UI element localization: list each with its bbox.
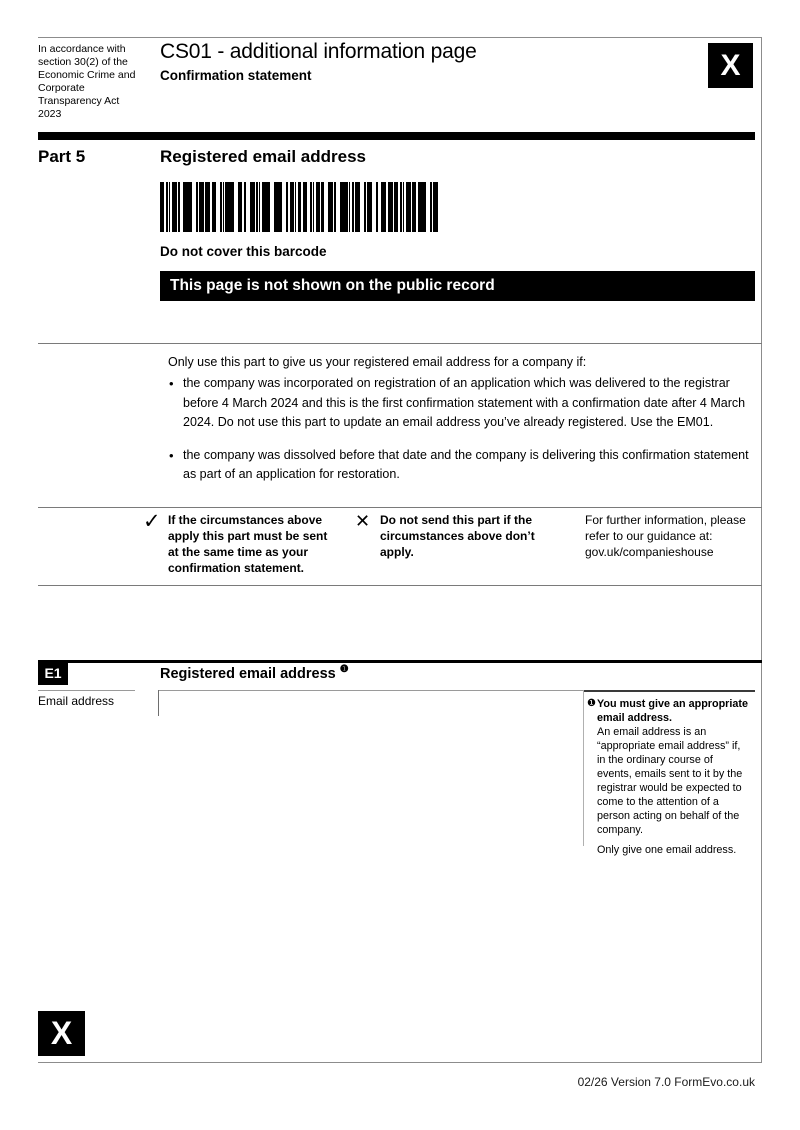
guidance-bullet-list [168, 374, 754, 498]
horizontal-rule [38, 585, 762, 586]
tick-instruction: If the circumstances above apply this part must be sent at the same time as your confirmation statement. [168, 513, 328, 575]
email-field-tick [158, 690, 159, 716]
note-bold-text: You must give an appropriate email address. [597, 698, 748, 724]
form-subtitle: Confirmation statement [160, 68, 312, 83]
note-body-text: An email address is an “appropriate email address” if, in the ordinary course of events, emails sent to it by the registrar would be expected to come to the attention of a person acting on behalf of the company. [597, 726, 743, 836]
e1-heading-text: Registered email address [160, 666, 336, 682]
note-box-top-rule [583, 690, 755, 692]
appropriate-email-note [588, 697, 750, 857]
note-box-left-rule [583, 690, 584, 846]
note-paragraph [588, 697, 750, 837]
tick-icon: ✓ [143, 510, 161, 533]
e1-section-heading [160, 664, 349, 682]
page-border-top [38, 37, 762, 38]
footnote-marker-icon: ❶ [587, 698, 596, 709]
e1-section-rule [38, 660, 762, 663]
guidance-bullet: • the company was incorporated on registration of an application which was delivered to the registrar before 4 March 2024 and this is the first confirmation statement with a confirmation date after 4 March 2024. Do not use this part to update an email address you’ve already registered. Use the EM01. [168, 374, 754, 433]
further-information-text: For further information, please refer to our guidance at: gov.uk/companieshouse [585, 513, 746, 559]
part-label: Part 5 [38, 147, 86, 166]
legal-reference: In accordance with section 30(2) of the Economic Crime and Corporate Transparency Act 2023 [38, 43, 136, 120]
part-heading: Registered email address [160, 147, 366, 166]
field-label-rule [38, 690, 135, 691]
cross-icon: ✕ [355, 511, 371, 531]
email-input[interactable] [161, 693, 651, 717]
corner-mark-top: X [708, 43, 753, 88]
email-field-rule [158, 690, 655, 691]
page-border-right [761, 37, 762, 1063]
form-title: CS01 - additional information page [160, 40, 477, 63]
note-extra-text: Only give one email address. [597, 844, 737, 856]
email-field-label: Email address [38, 694, 115, 708]
guidance-intro: Only use this part to give us your registered email address for a company if: [168, 355, 587, 369]
cross-instruction: Do not send this part if the circumstances above don’t apply. [380, 513, 535, 559]
guidance-bullet: • the company was dissolved before that date and the company is delivering this confirmation statement as part of an application for restoration. [168, 446, 754, 485]
horizontal-rule [38, 343, 762, 344]
e1-section-number: E1 [38, 660, 68, 685]
public-record-banner: This page is not shown on the public record [160, 271, 755, 301]
barcode-caption: Do not cover this barcode [160, 244, 327, 259]
barcode [160, 182, 438, 232]
page-border-bottom [38, 1062, 762, 1063]
version-footer: 02/26 Version 7.0 FormEvo.co.uk [577, 1075, 755, 1089]
footnote-marker-icon: ❶ [339, 664, 349, 675]
section-divider-bar [38, 132, 755, 140]
horizontal-rule [38, 507, 762, 508]
corner-mark-bottom: X [38, 1011, 85, 1056]
